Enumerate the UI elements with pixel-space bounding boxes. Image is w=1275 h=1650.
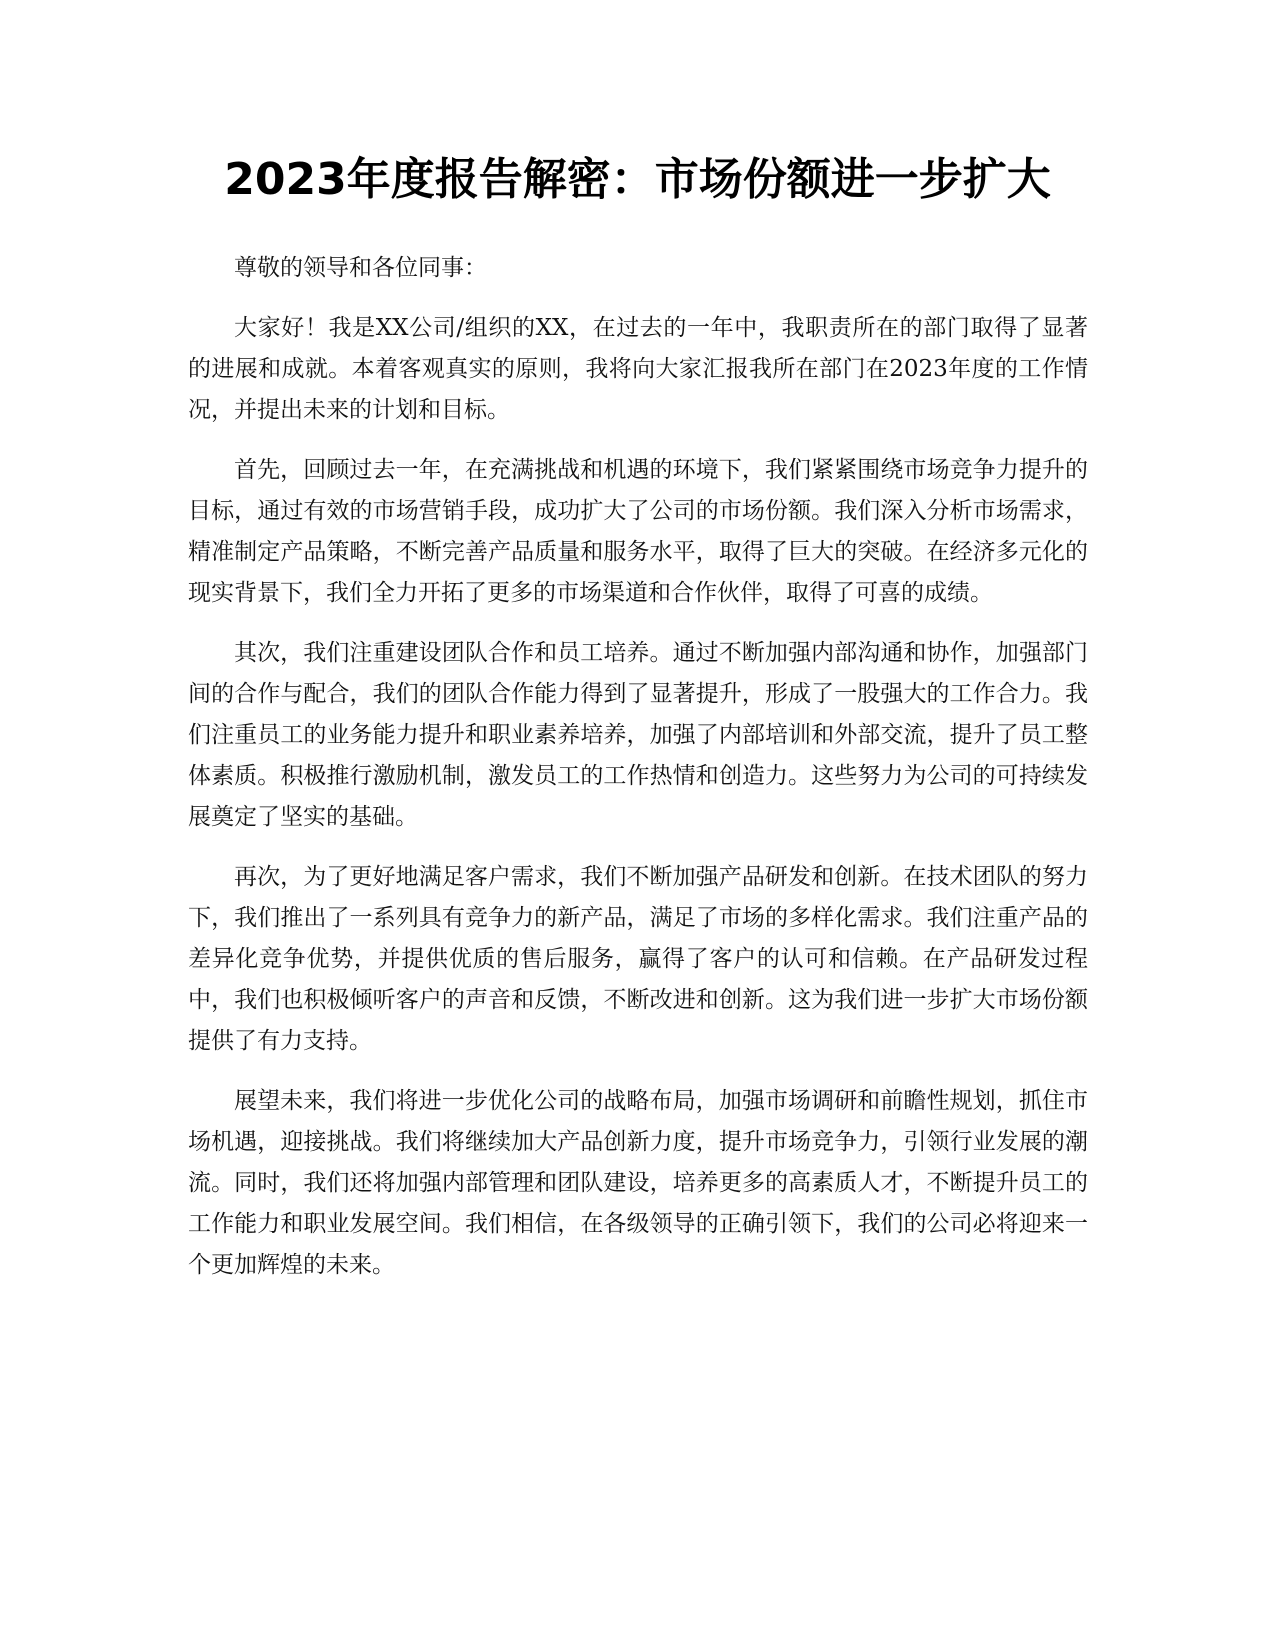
document-body — [188, 248, 1088, 1305]
body-paragraph: 首先，回顾过去一年，在充满挑战和机遇的环境下，我们紧紧围绕市场竞争力提升的目标，通过有效的市场营销手段，成功扩大了公司的市场份额。我们深入分析市场需求，精准制定产品策略，不断完善产品质量和服务水平，取得了巨大的突破。在经济多元化的现实背景下，我们全力开拓了更多的市场渠道和合作伙伴，取得了可喜的成绩。 — [188, 457, 1088, 606]
body-paragraph: 其次，我们注重建设团队合作和员工培养。通过不断加强内部沟通和协作，加强部门间的合作与配合，我们的团队合作能力得到了显著提升，形成了一股强大的工作合力。我们注重员工的业务能力提升和职业素养培养，加强了内部培训和外部交流，提升了员工整体素质。积极推行激励机制，激发员工的工作热情和创造力。这些努力为公司的可持续发展奠定了坚实的基础。 — [188, 640, 1088, 830]
body-paragraph: 再次，为了更好地满足客户需求，我们不断加强产品研发和创新。在技术团队的努力下，我们推出了一系列具有竞争力的新产品，满足了市场的多样化需求。我们注重产品的差异化竞争优势，并提供优质的售后服务，赢得了客户的认可和信赖。在产品研发过程中，我们也积极倾听客户的声音和反馈，不断改进和创新。这为我们进一步扩大市场份额提供了有力支持。 — [188, 864, 1088, 1054]
body-paragraph: 展望未来，我们将进一步优化公司的战略布局，加强市场调研和前瞻性规划，抓住市场机遇，迎接挑战。我们将继续加大产品创新力度，提升市场竞争力，引领行业发展的潮流。同时，我们还将加强内部管理和团队建设，培养更多的高素质人才，不断提升员工的工作能力和职业发展空间。我们相信，在各级领导的正确引领下，我们的公司必将迎来一个更加辉煌的未来。 — [188, 1088, 1088, 1278]
salutation-paragraph: 尊敬的领导和各位同事： — [234, 255, 487, 281]
body-paragraph: 大家好！我是XX公司/组织的XX，在过去的一年中，我职责所在的部门取得了显著的进展和成就。本着客观真实的原则，我将向大家汇报我所在部门在2023年度的工作情况，并提出未来的计划和目标。 — [188, 315, 1088, 423]
document-title: 2023年度报告解密：市场份额进一步扩大 — [224, 154, 1051, 205]
